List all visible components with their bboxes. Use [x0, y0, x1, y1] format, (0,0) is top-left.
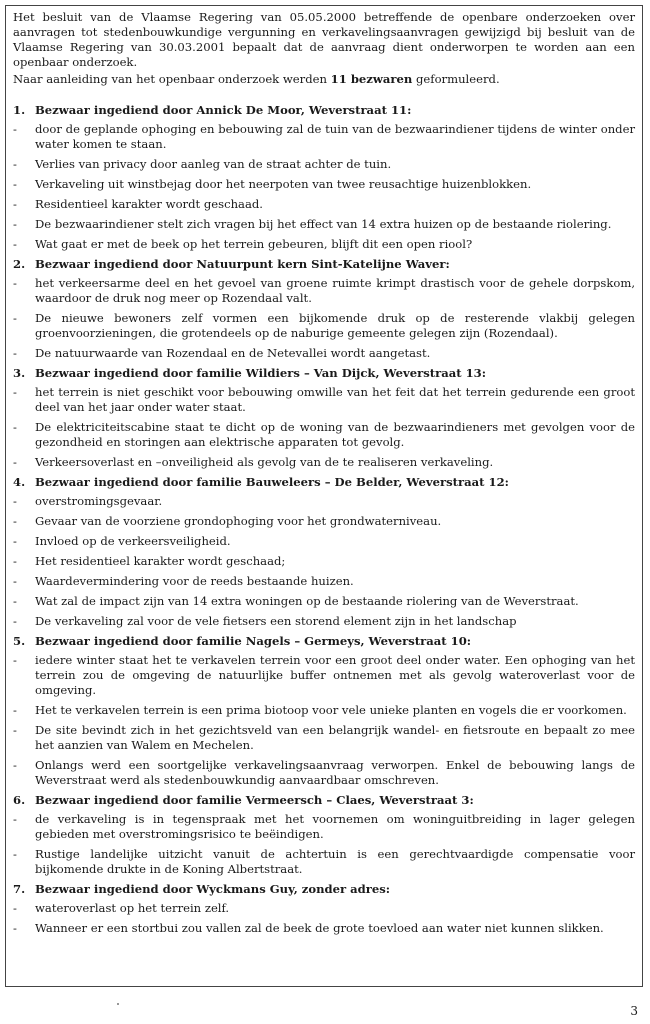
bullet-dash: -: [13, 346, 17, 360]
objection-heading: [13, 634, 635, 649]
objection-item-text: De site bevindt zich in het gezichtsveld van een belangrijk wandel- en fietsroute en bepaalt zo mee het aanzien van Walem en Mechelen.: [35, 723, 635, 752]
objection-item-text: wateroverlast op het terrein zelf.: [35, 901, 230, 915]
objection-item-text: overstromingsgevaar.: [35, 494, 163, 508]
objection-item-text: Wat zal de impact zijn van 14 extra woningen op de bestaande riolering van de Weverstraat.: [35, 594, 579, 608]
objection-item-text: Wanneer er een stortbui zou vallen zal de beek de grote toevloed aan water niet kunnen slikken.: [35, 921, 604, 935]
objection-item-text: De natuurwaarde van Rozendaal en de Netevallei wordt aangetast.: [35, 346, 431, 360]
objection-item-text: de verkaveling is in tegenspraak met het voornemen om woninguitbreiding in lager gelegen gebieden met overstromingsrisico te beëindigen.: [35, 812, 635, 841]
objection-title: Bezwaar ingediend door Wyckmans Guy, zonder adres:: [35, 882, 391, 896]
count-suffix: geformuleerd.: [412, 72, 500, 86]
objection-heading: [13, 475, 635, 490]
bullet-dash: -: [13, 554, 17, 568]
objection-item: [13, 237, 635, 252]
objection-item-text: Invloed op de verkeersveiligheid.: [35, 534, 231, 548]
count-prefix: Naar aanleiding van het openbaar onderzoek werden: [13, 72, 331, 86]
objection-item-text: De bezwaarindiener stelt zich vragen bij het effect van 14 extra huizen op de bestaande riolering.: [35, 217, 612, 231]
objection-number: 7.: [13, 882, 26, 896]
objection-item: [13, 723, 635, 753]
objection-item-text: iedere winter staat het te verkavelen terrein voor een groot deel onder water. Een ophoging van het terrein zou de omgeving de natuurlijke buffer ontnemen met als gevolg wateroverlast voor de omgeving.: [35, 653, 635, 697]
objection-item: [13, 217, 635, 232]
bullet-dash: -: [13, 122, 17, 136]
bullet-dash: -: [13, 847, 17, 861]
objection-item: [13, 574, 635, 589]
objection-number: 4.: [13, 475, 26, 489]
bullet-dash: -: [13, 614, 17, 628]
objection-item-text: Verkeersoverlast en –onveiligheid als gevolg van de te realiseren verkaveling.: [35, 455, 494, 469]
objection-item-text: Residentieel karakter wordt geschaad.: [35, 197, 263, 211]
objection-item-text: Wat gaat er met de beek op het terrein gebeuren, blijft dit een open riool?: [35, 237, 473, 251]
intro-paragraph: Het besluit van de Vlaamse Regering van 05.05.2000 betreffende de openbare onderzoeken over aanvragen tot stedenbouwkundige vergunning en verkavelingsaanvragen gewijzigd bij besluit van de Vlaamse Regering van 30.03.2001 bepaalt dat de aanvraag dient onderworpen te worden aan een openbaar onderzoek.: [13, 10, 635, 69]
intro: [13, 10, 635, 87]
bullet-dash: -: [13, 534, 17, 548]
objection-item-text: De elektriciteitscabine staat te dicht op de woning van de bezwaarindieners met gevolgen voor de gezondheid en storingen aan elektrische apparaten tot gevolg.: [35, 420, 635, 449]
objection-title: Bezwaar ingediend door familie Wildiers – Van Dijck, Weverstraat 13:: [35, 366, 487, 380]
bullet-dash: -: [13, 385, 17, 399]
objection-item: [13, 514, 635, 529]
bullet-dash: -: [13, 901, 17, 915]
objection-number: 3.: [13, 366, 26, 380]
objection-number: 5.: [13, 634, 26, 648]
objection-item-text: het verkeersarme deel en het gevoel van groene ruimte krimpt drastisch voor de gehele dorpskom, waardoor de druk nog meer op Rozendaal valt.: [35, 276, 635, 305]
bullet-dash: -: [13, 455, 17, 469]
objection-item-text: De verkaveling zal voor de vele fietsers een storend element zijn in het landschap: [35, 614, 517, 628]
objection-title: Bezwaar ingediend door familie Nagels – Germeys, Weverstraat 10:: [35, 634, 472, 648]
objection-title: Bezwaar ingediend door Natuurpunt kern Sint-Katelijne Waver:: [35, 257, 450, 271]
objection-item-text: Waardevermindering voor de reeds bestaande huizen.: [35, 574, 354, 588]
objection-item: [13, 812, 635, 842]
bullet-dash: -: [13, 812, 17, 826]
objection-heading: [13, 366, 635, 381]
objection-title: Bezwaar ingediend door familie Bauweleers – De Belder, Weverstraat 12:: [35, 475, 509, 489]
bullet-dash: -: [13, 197, 17, 211]
objection-item: [13, 177, 635, 192]
objection-item: [13, 594, 635, 609]
objection-item: [13, 901, 635, 916]
objection-heading: [13, 793, 635, 808]
bullet-dash: -: [13, 574, 17, 588]
objection-item-text: Onlangs werd een soortgelijke verkavelingsaanvraag verworpen. Enkel de bebouwing langs de Weverstraat werd als stedenbouwkundig aanvaardbaar omschreven.: [35, 758, 635, 787]
objection-item: [13, 385, 635, 415]
objection-item: [13, 758, 635, 788]
page-number: 3: [630, 1004, 638, 1018]
objection-item-text: Het residentieel karakter wordt geschaad;: [35, 554, 286, 568]
objection-title: Bezwaar ingediend door familie Vermeersch – Claes, Weverstraat 3:: [35, 793, 474, 807]
objection-heading: [13, 103, 635, 118]
bullet-dash: -: [13, 921, 17, 935]
objection-title: Bezwaar ingediend door Annick De Moor, Weverstraat 11:: [35, 103, 412, 117]
objection-item: [13, 157, 635, 172]
bullet-dash: -: [13, 276, 17, 290]
objection-item-text: Gevaar van de voorziene grondophoging voor het grondwaterniveau.: [35, 514, 442, 528]
bullet-dash: -: [13, 157, 17, 171]
bullet-dash: -: [13, 420, 17, 434]
objection-item: [13, 346, 635, 361]
objection-number: 1.: [13, 103, 26, 117]
bullet-dash: -: [13, 723, 17, 737]
objection-item: [13, 554, 635, 569]
objection-item: [13, 455, 635, 470]
objection-item: [13, 276, 635, 306]
objection-item: [13, 534, 635, 549]
objection-item: [13, 847, 635, 877]
objection-item-text: het terrein is niet geschikt voor bebouwing omwille van het feit dat het terrein gedurende een groot deel van het jaar onder water staat.: [35, 385, 635, 414]
objection-item: [13, 420, 635, 450]
objection-item: [13, 494, 635, 509]
objection-item: [13, 122, 635, 152]
objection-item-text: Verkaveling uit winstbejag door het neerpoten van twee reusachtige huizenblokken.: [35, 177, 532, 191]
bullet-dash: -: [13, 653, 17, 667]
bullet-dash: -: [13, 217, 17, 231]
bullet-dash: -: [13, 311, 17, 325]
objection-item-text: Verlies van privacy door aanleg van de straat achter de tuin.: [35, 157, 392, 171]
bullet-dash: -: [13, 594, 17, 608]
objection-heading: [13, 257, 635, 272]
objection-item: [13, 197, 635, 212]
bullet-dash: -: [13, 703, 17, 717]
bullet-dash: -: [13, 514, 17, 528]
bullet-dash: -: [13, 177, 17, 191]
objection-count-line: [13, 72, 635, 87]
bullet-dash: -: [13, 494, 17, 508]
bullet-dash: -: [13, 237, 17, 251]
objection-number: 2.: [13, 257, 26, 271]
objection-item-text: Rustige landelijke uitzicht vanuit de achtertuin is een gerechtvaardigde compensatie voor bijkomende drukte in de Koning Albertstraat.: [35, 847, 635, 876]
objection-heading: [13, 882, 635, 897]
objection-item: [13, 703, 635, 718]
objection-item: [13, 614, 635, 629]
objection-count: 11 bezwaren: [330, 72, 413, 86]
objection-item: [13, 921, 635, 936]
objection-item: [13, 653, 635, 698]
objection-item-text: De nieuwe bewoners zelf vormen een bijkomende druk op de resterende vlakbij gelegen groenvoorzieningen, die grotendeels op de naburige gemeente gelegen zijn (Rozendaal).: [35, 311, 635, 340]
objection-item-text: Het te verkavelen terrein is een prima biotoop voor vele unieke planten en vogels die er voorkomen.: [35, 703, 627, 717]
objections-list: [13, 103, 635, 936]
document-body: [13, 10, 635, 941]
objection-item: [13, 311, 635, 341]
scan-speck: [117, 1003, 119, 1005]
objection-number: 6.: [13, 793, 26, 807]
bullet-dash: -: [13, 758, 17, 772]
objection-item-text: door de geplande ophoging en bebouwing zal de tuin van de bezwaarindiener tijdens de winter onder water komen te staan.: [35, 122, 635, 151]
